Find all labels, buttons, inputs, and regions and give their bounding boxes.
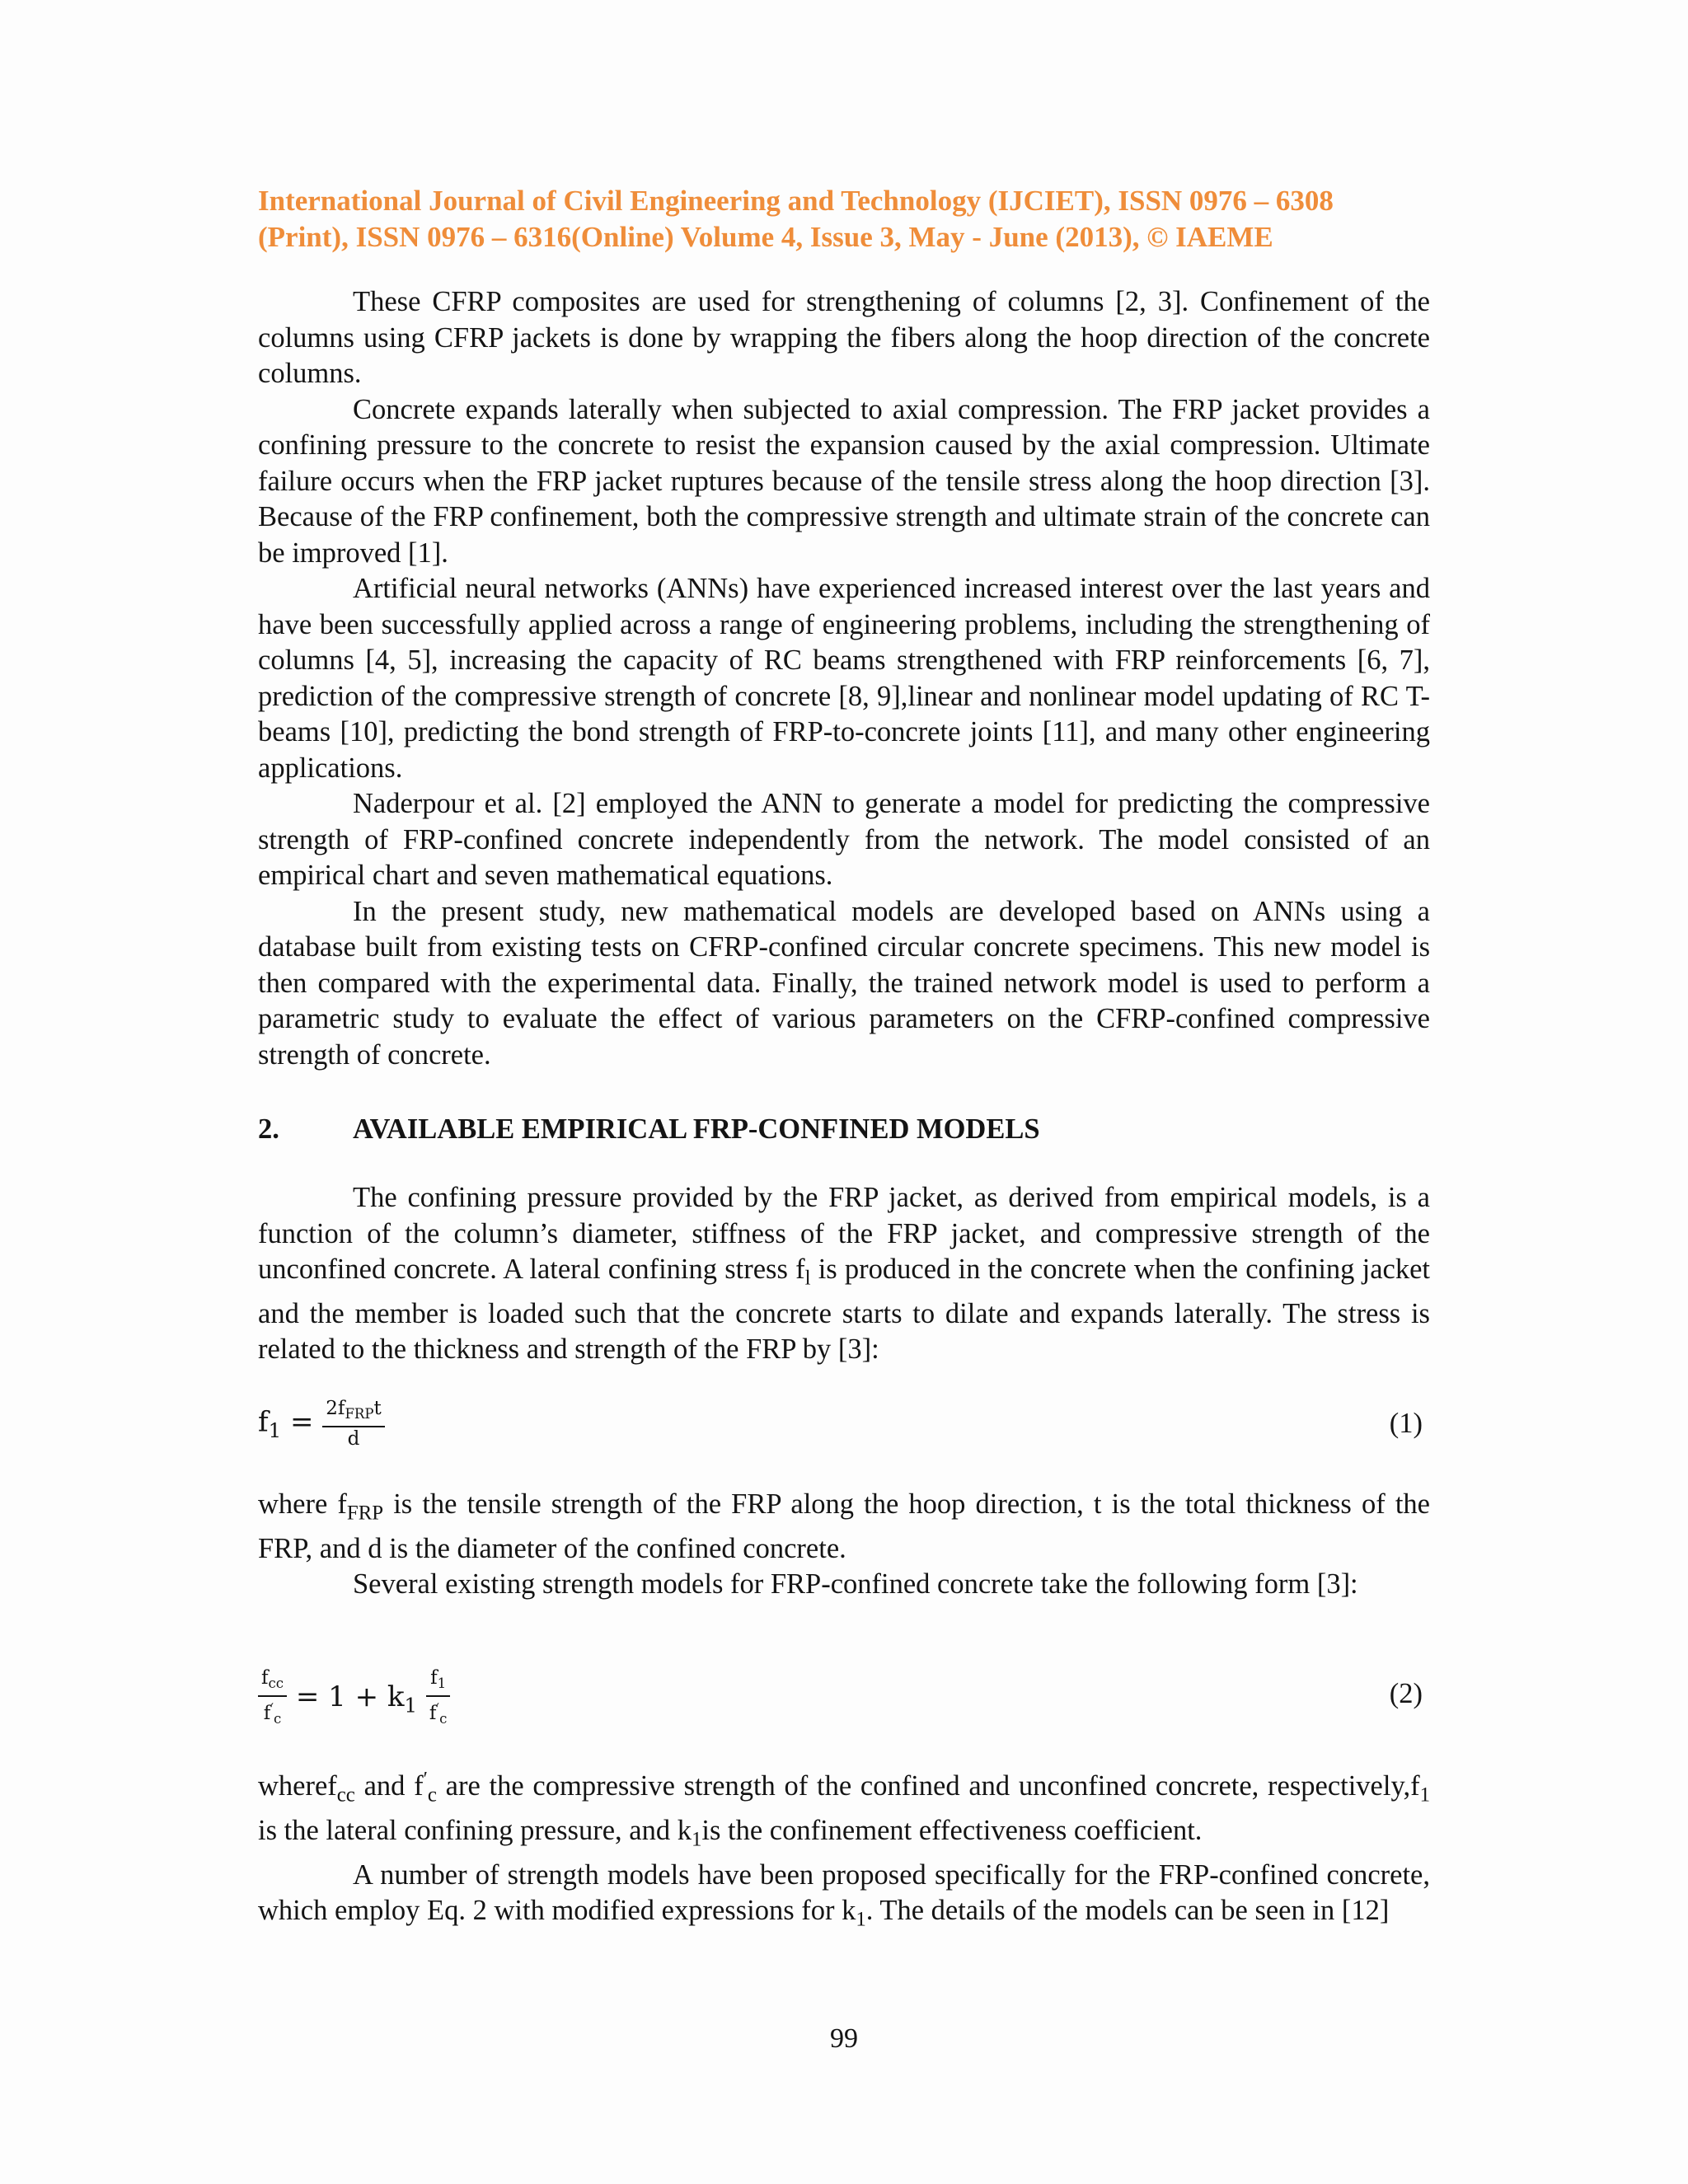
header-line-1: International Journal of Civil Engineering and Technology (IJCIET), ISSN 0976 – 6308 [258,185,1334,217]
page-number: 99 [830,2023,858,2054]
section-2-paragraph-2: where $f_{FRP}$ is the tensile strength of the FRP along the hoop direction, t is the total thickness of the FRP, and d is the diameter of the confined concrete. [258,1488,1430,1564]
section-2-text-b [258,1487,1430,1603]
section-2-text-a [258,1180,1430,1368]
header-line-2: (Print), ISSN 0976 – 6316(Online) Volume 4, Issue 3, May - June (2013), © IAEME [258,221,1273,253]
equation-1-fraction: $\frac{2f_{FRP}t}{d}$ [322,1397,384,1451]
equation-1-number: (1) [1389,1408,1423,1439]
section-2-paragraph-3: Several existing strength models for FRP-confined concrete take the following form [3]: [353,1568,1358,1601]
paragraph-5: In the present study, new mathematical models are developed based on ANNs using a database built from existing tests on CFRP-confined circular concrete specimens. This new model is then compared with the experimental data. Finally, the trained network model is used to perform a parametric study to evaluate the effect of various parameters on the CFRP-confined compressive strength of concrete. [258,895,1430,1071]
paragraph-3: Artificial neural networks (ANNs) have experienced increased interest over the last years and have been successfully applied across a range of engineering problems, including the strengthening of columns [4, 5], increasing the capacity of RC beams strengthened with FRP reinforcements [6, 7], prediction of the compressive strength of concrete [8, 9],linear and nonlinear model updating of RC T-beams [10], predicting the bond strength of FRP-to-concrete joints [11], and many other engineering applications. [258,573,1430,784]
journal-header [258,183,1428,255]
equation-1: $f_1$ = $\frac{2f_{FRP}t}{d}$ [258,1397,385,1451]
paragraph-2: Concrete expands laterally when subjected to axial compression. The FRP jacket provides a confining pressure to the concrete to resist the expansion caused by the axial compression. Ultimate failure occurs when the FRP jacket ruptures because of the tensile stress along the hoop direction [3]. Because of the FRP confinement, both the compressive strength and ultimate strain of the concrete can be improved [1]. [258,393,1430,569]
paragraph-1: These CFRP composites are used for strengthening of columns [2, 3]. Confinement of the columns using CFRP jackets is done by wrapping the fibers along the hoop direction of the concrete columns. [258,286,1430,389]
equation-2-number: (2) [1389,1678,1423,1709]
equation-2-lhs-fraction: $\frac{f_{cc}}{f'_c}$ [258,1666,287,1731]
section-number: 2. [258,1113,279,1145]
intro-text [258,284,1430,1073]
paragraph-4: Naderpour et al. [2] employed the ANN to generate a model for predicting the compressive strength of FRP-confined concrete independently from the network. The model consisted of an empirical chart and seven mathematical equations. [258,788,1430,891]
equation-2-rhs-fraction: $\frac{f_1}{f'_c}$ [426,1666,450,1731]
section-2-paragraph-1: The confining pressure provided by the FRP jacket, as derived from empirical models, is a function of the column’s diameter, stiffness of the FRP jacket, and compressive strength of the unconfined concrete. A lateral confining stress $f_l$ is produced in the concrete when the confining jacket and the member is loaded such that the concrete starts to dilate and expands laterally. The stress is related to the thickness and strength of the FRP by [3]: [258,1182,1430,1366]
section-2-paragraph-4: wheref$_{cc}$ and $f'_c$ are the compressive strength of the confined and unconfined concrete, $respectively,f_1$ is the lateral confining pressure, and $k_1is$ the confinement effectiveness coefficient. [258,1768,1430,1851]
section-2-text-c [258,1761,1430,1938]
equation-2: $\frac{f_{cc}}{f'_c}$ = $1 + k_1$ $\frac{f_1}{f'_c}$ [258,1666,450,1731]
section-2-paragraph-5: A number of strength models have been proposed specifically for the FRP-confined concrete, which employ Eq. 2 with modified expressions for $k_1$. The details of the models can be seen in [12] [258,1858,1430,1931]
section-title: AVAILABLE EMPIRICAL FRP-CONFINED MODELS [353,1113,1040,1145]
section-heading [258,1111,1040,1147]
